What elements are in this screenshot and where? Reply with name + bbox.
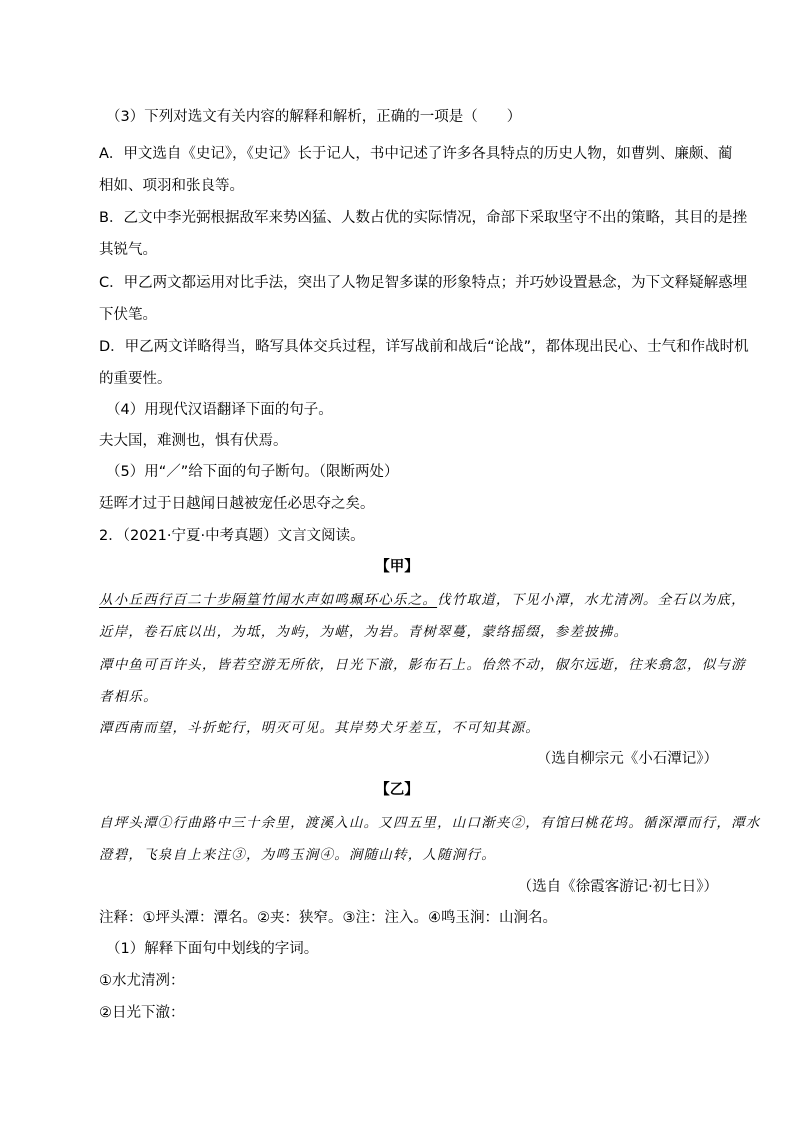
passage-jia-heading: 【甲】 <box>375 559 419 575</box>
q3-stem: （3）下列对选文有关内容的解释和解析，正确的一项是（ ） <box>106 109 522 125</box>
q1-item1: ①水尤清冽： <box>99 973 185 989</box>
passage-yi-p1-line2: 澄碧，飞泉自上来注③，为鸣玉涧④。涧随山转，人随涧行。 <box>99 847 496 863</box>
q1-item2: ②日光下澈： <box>99 1005 185 1021</box>
q3-option-b-line2: 其锐气。 <box>99 242 157 258</box>
passage-jia-p1-line1 <box>99 590 746 610</box>
passage-jia-p1-line2: 近岸，卷石底以出，为坻，为屿，为嵁，为岩。青树翠蔓，蒙络摇缀，参差披拂。 <box>99 624 629 640</box>
q3-option-d-line2: 的重要性。 <box>99 371 172 387</box>
q2-title: 2．（2021·宁夏·中考真题）文言文阅读。 <box>99 528 365 544</box>
passage-yi-heading: 【乙】 <box>375 782 419 798</box>
passage-jia-p3: 潭西南而望，斗折蛇行，明灭可见。其岸势犬牙差互，不可知其源。 <box>99 720 540 736</box>
q3-option-a-line2: 相如、项羽和张良等。 <box>99 178 244 194</box>
q3-option-b-line1: B．乙文中李光弼根据敌军来势凶猛、人数占优的实际情况，命部下采取坚守不出的策略，其目的是挫 <box>99 210 747 226</box>
q1-stem: （1）解释下面句中划线的字词。 <box>106 941 319 957</box>
passage-jia-p2-line1: 潭中鱼可百许头，皆若空游无所依，日光下澈，影布石上。佁然不动，俶尔远逝，往来翕忽，似与游 <box>99 657 746 673</box>
passage-yi-source: （选自《徐霞客游记·初七日》） <box>517 879 718 895</box>
passage-jia-source: （选自柳宗元《小石潭记》） <box>536 751 718 767</box>
passage-yi-p1-line1: 自坪头潭①行曲路中三十余里，渡溪入山。又四五里，山口渐夹②，有馆曰桃花坞。循深潭而行，潭水 <box>99 815 761 831</box>
passage-jia-underlined-sentence: 从小丘西行百二十步隔篁竹闻水声如鸣珮环心乐之。 <box>99 592 438 608</box>
q4-sentence: 夫大国，难测也，惧有伏焉。 <box>99 433 288 449</box>
q3-option-a-line1: A．甲文选自《史记》，《史记》长于记人，书中记述了许多各具特点的历史人物，如曹刿、廉颇、蔺 <box>99 146 733 162</box>
annotations: 注释：①坪头潭：潭名。②夹：狭窄。③注：注入。④鸣玉涧：山涧名。 <box>99 910 557 926</box>
passage-jia-p1-rest: 伐竹取道，下见小潭，水尤清冽。全石以为底， <box>437 592 746 608</box>
q3-option-c-line2: 下伏笔。 <box>99 307 157 323</box>
q4-stem: （4）用现代汉语翻译下面的句子。 <box>106 402 333 418</box>
passage-jia-p2-line2: 者相乐。 <box>99 689 158 705</box>
q5-stem: （5）用“／”给下面的句子断句。（限断两处） <box>106 464 399 480</box>
q3-option-c-line1: C．甲乙两文都运用对比手法，突出了人物足智多谋的形象特点；并巧妙设置悬念，为下文释疑解惑埋 <box>99 275 748 291</box>
q3-option-d-line1: D．甲乙两文详略得当，略写具体交兵过程，详写战前和战后“论战”，都体现出民心、士气和作战时机 <box>99 339 749 355</box>
q5-sentence: 廷晖才过于日越闻日越被宠任必思夺之矣。 <box>99 496 375 512</box>
